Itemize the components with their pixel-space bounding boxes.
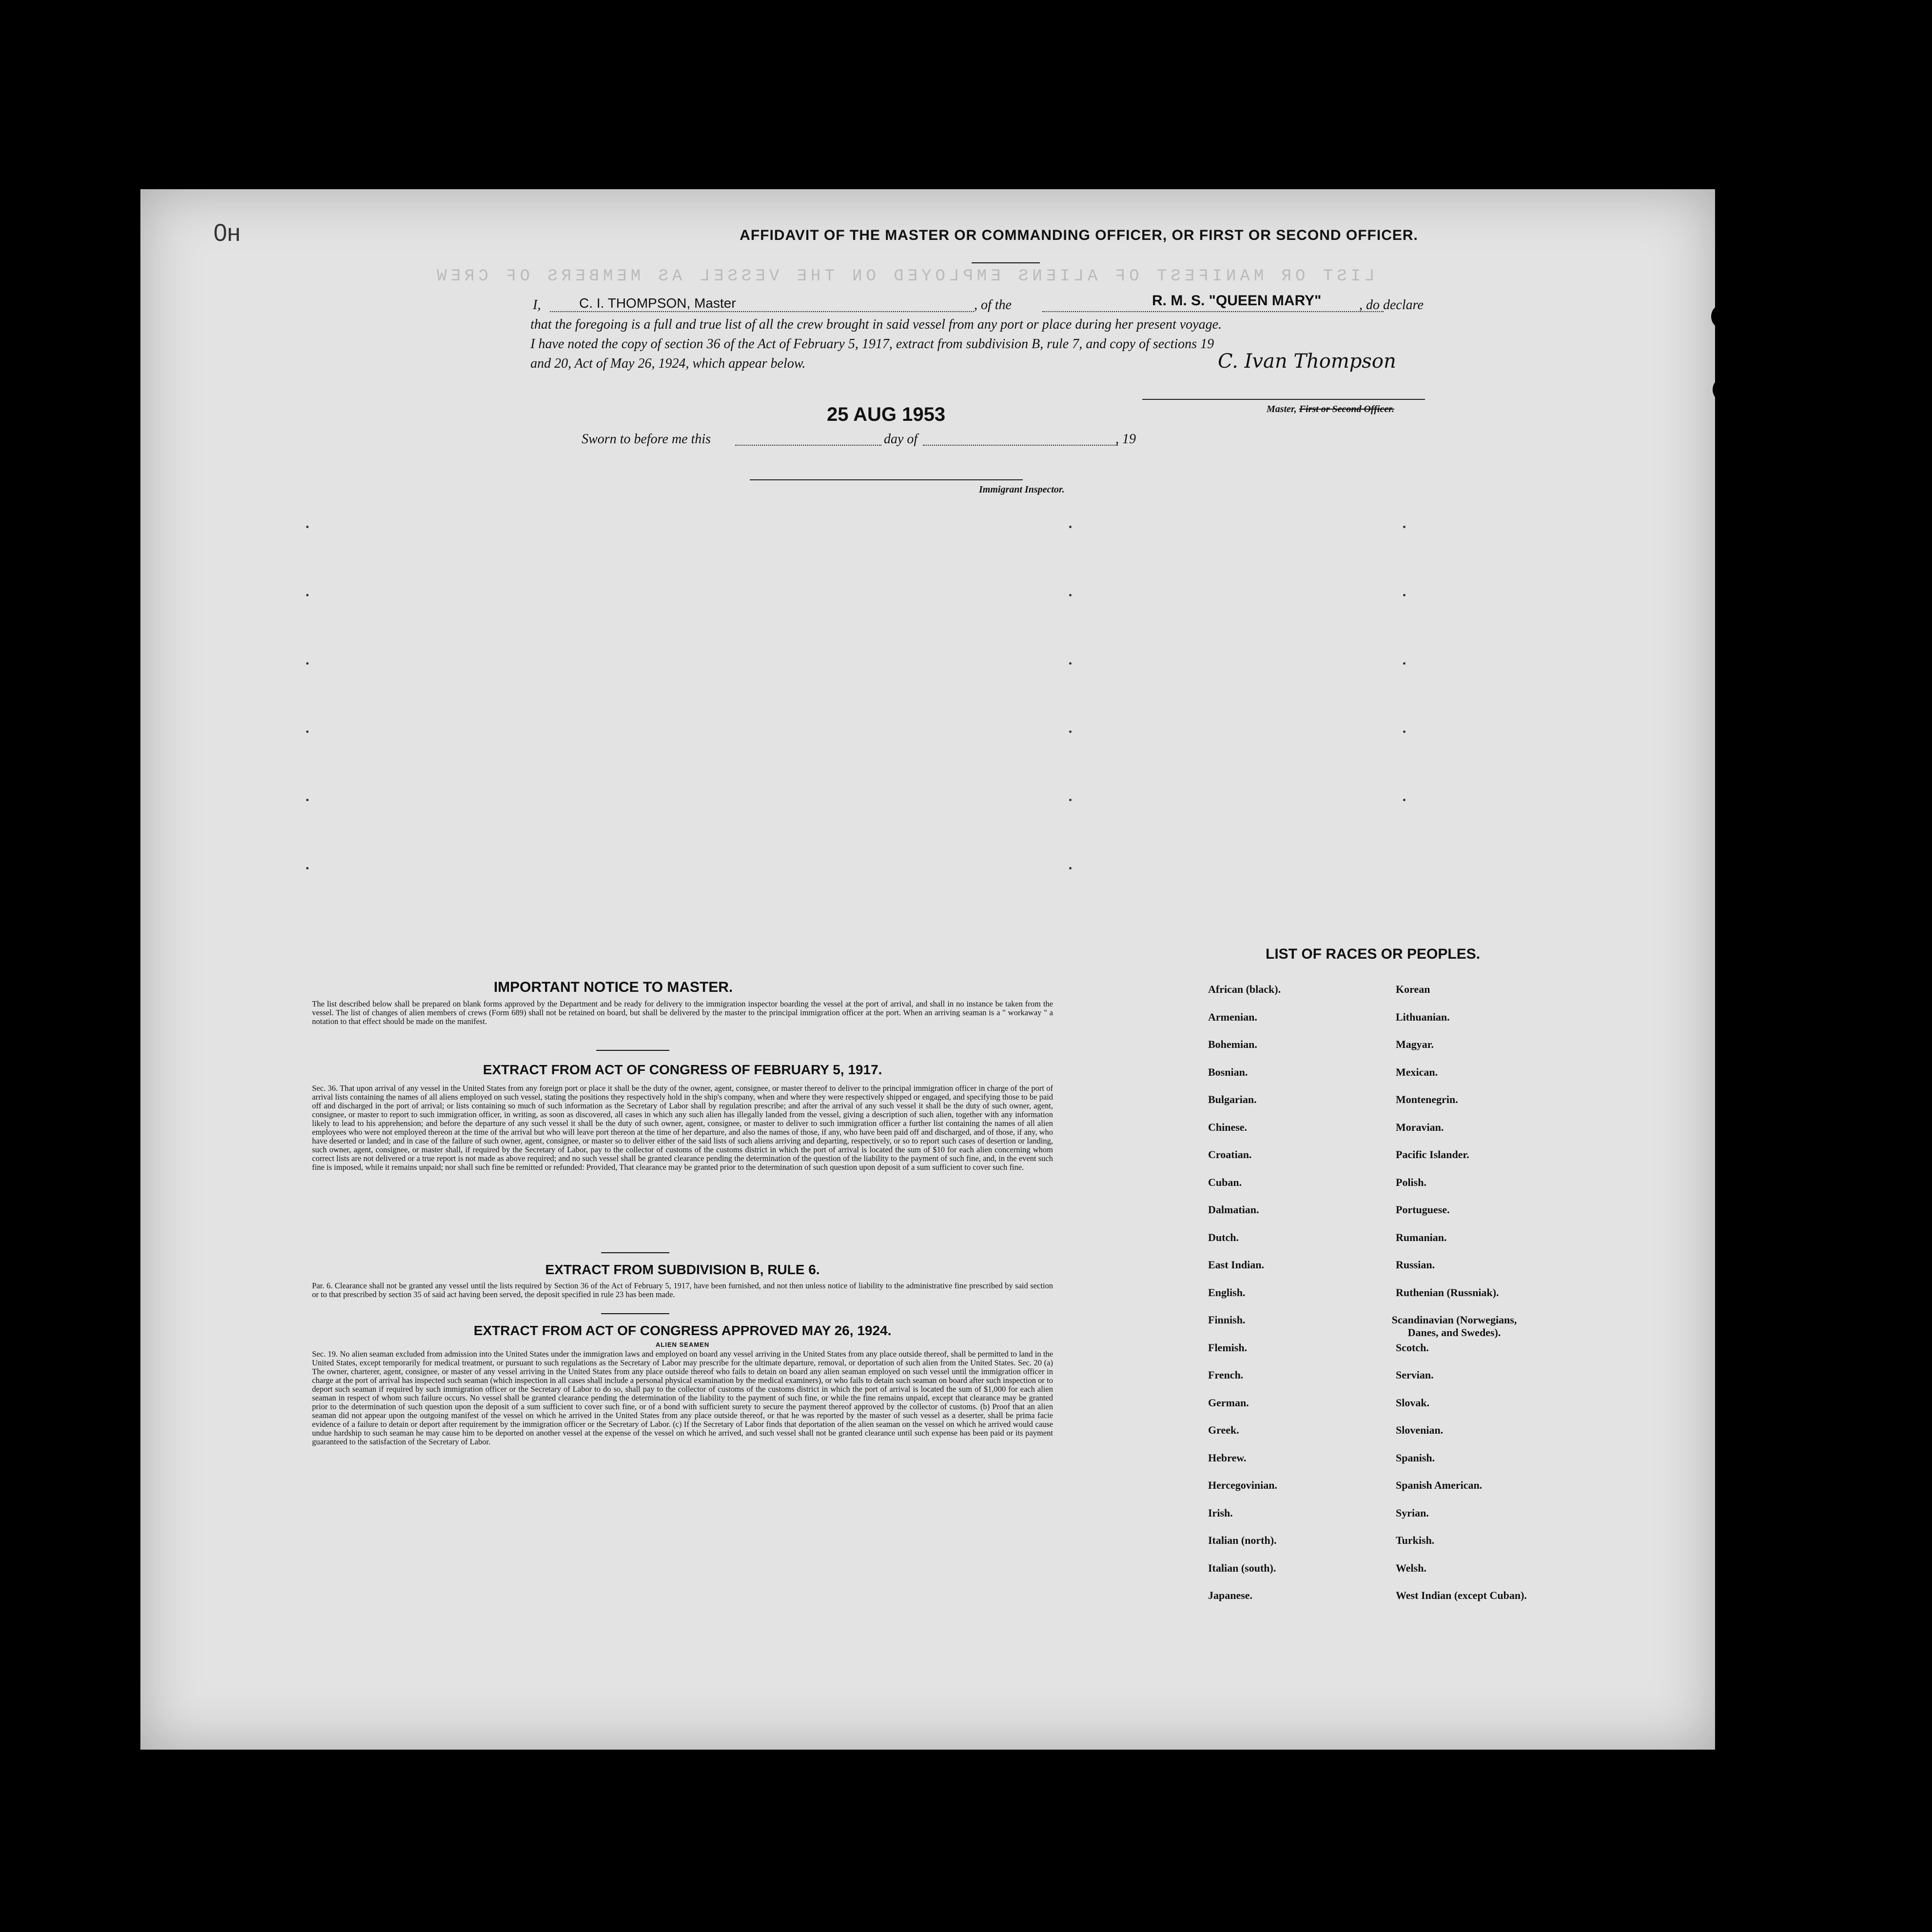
race-item: Magyar. [1396,1038,1434,1050]
i-label: I, [533,297,541,313]
race-item: Lithuanian. [1396,1010,1450,1023]
declaration-line-3: I have noted the copy of section 36 of the Act of February 5, 1917, extract from subdivision B, rule 7, and copy of sections 19 [530,336,1214,352]
race-item: Mexican. [1396,1065,1438,1078]
extract-1917-title: EXTRACT FROM ACT OF CONGRESS OF FEBRUARY 5, 1917. [483,1062,882,1077]
race-item: Pacific Islander. [1396,1148,1469,1161]
dot [1403,526,1405,528]
race-item: Greek. [1208,1424,1239,1436]
extract-1924-title: EXTRACT FROM ACT OF CONGRESS APPROVED MAY 26, 1924. [473,1323,892,1338]
punch-hole [1711,304,1737,329]
race-item: Scandinavian (Norwegians, Danes, and Swedes). [1391,1314,1517,1339]
race-item: African (black). [1208,983,1281,995]
punch-hole [1713,377,1738,402]
dot [1069,730,1072,733]
notice-title: IMPORTANT NOTICE TO MASTER. [493,979,733,995]
race-item: Korean [1396,983,1430,995]
race-item: Slovak. [1396,1396,1430,1409]
dot [1069,662,1072,665]
punch-hole [1716,1116,1741,1141]
declaration-line-2: that the foregoing is a full and true list of all the crew brought in said vessel from any port or place during her present voyage. [530,317,1222,332]
race-item: Dutch. [1208,1231,1239,1243]
master-name-field: C. I. THOMPSON, Master [579,296,736,311]
dot [1069,526,1072,528]
race-item: Cuban. [1208,1176,1242,1188]
affidavit-title: AFFIDAVIT OF THE MASTER OR COMMANDING OFFICER, OR FIRST OR SECOND OFFICER. [740,227,1418,243]
race-item: Spanish. [1396,1451,1435,1464]
race-item: Ruthenian (Russniak). [1396,1286,1499,1299]
sworn-day-of: day of [884,432,918,447]
race-item: Bohemian. [1208,1038,1257,1050]
subdivision-b-rule [601,1313,669,1314]
race-item: Montenegrin. [1396,1093,1458,1105]
race-item: West Indian (except Cuban). [1396,1589,1527,1601]
race-item: Russian. [1396,1259,1435,1271]
race-item: Servian. [1396,1369,1434,1381]
subdivision-b-text: Par. 6. Clearance shall not be granted any vessel until the lists required by Section 36 of the Act of February 5, 1917, have been furnished, and not then unless notice of liability to the administrative fine prescribed by said section or to that prescribed by section 35 of said act having been served, the deposit specified in rule 23 has been made. [312,1281,1053,1299]
dot [306,662,309,665]
notice-rule [596,1050,669,1051]
signer-title-struck: First or Second Officer. [1299,404,1394,414]
race-item: Japanese. [1208,1589,1253,1601]
races-title: LIST OF RACES OR PEOPLES. [1266,946,1481,962]
declaration-line-4: and 20, Act of May 26, 1924, which appear below. [530,356,806,371]
race-item: Hebrew. [1208,1451,1247,1464]
subdivision-b-title: EXTRACT FROM SUBDIVISION B, RULE 6. [545,1262,820,1277]
race-item: Dalmatian. [1208,1203,1259,1216]
dot [306,730,309,733]
race-item: Italian (north). [1208,1534,1277,1546]
dot [1403,799,1405,801]
race-item: Turkish. [1396,1534,1435,1546]
race-item: Chinese. [1208,1121,1248,1133]
document-sheet [140,189,1715,1750]
race-item: Irish. [1208,1506,1233,1519]
vessel-line [1042,311,1384,312]
dot [1069,867,1072,869]
extract-1917-text: Sec. 36. That upon arrival of any vessel in the United States from any foreign port or place it shall be the duty of the owner, agent, consignee, or master thereof to deliver to the principal immigration officer in charge of the port of arrival lists containing the names of all aliens employed on such vessel, stating the positions they respectively hold in the ship's company, when and where they were respectively shipped or engaged, and specifying those to be paid off and discharged in the port of arrival; or lists containing so much of such information as the Secretary of Labor shall by regulation prescribe; and after the arrival of any such vessel it shall be the duty of such owner, agent, consignee, or master to report to such immigration officer, in writing, as soon as discovered, all cases in which any such alien has illegally landed from the vessel, giving a description of such alien, together with any information likely to lead to his apprehension; and before the departure of any such vessel it shall be the duty of such owner, agent, consignee, or master to deliver to such immigration officer a further list containing the names of all alien employees who were not employed thereon at the time of the arrival but who will leave port thereon at the time of her departure, and also the names of those, if any, who have been paid off and discharged, and of those, if any, who have deserted or landed; and in case of the failure of such owner, agent, consignee, or master so to deliver either of the said lists of such aliens arriving and departing, respectively, or so to report such cases of desertion or landing, such owner, agent, consignee, or master shall, if required by the Secretary of Labor, pay to the collector of customs of the customs district in which the port of arrival is located the sum of $10 for each alien concerning whom correct lists are not delivered or a true report is not made as above required; and no such vessel shall be granted clearance pending the determination of the question of the liability to the payment of such fine, and, in the event such fine is imposed, while it remains unpaid; nor shall such fine be remitted or refunded: Provided, That clearance may be granted prior to the determination of such question upon deposit of a sum sufficient to cover such fine. [312,1084,1053,1172]
sworn-day-line [735,445,881,446]
race-item: Moravian. [1396,1121,1444,1133]
race-item: Slovenian. [1396,1424,1444,1436]
extract-1917-rule [601,1252,669,1253]
dot [1069,799,1072,801]
notice-text: The list described below shall be prepared on blank forms approved by the Department and be ready for delivery to the immigration inspector boarding the vessel at the port of arrival, and shall in no instance be taken from the vessel. The list of changes of alien members of crews (Form 689) shall not be retained on board, but shall be delivered by the master to the principal immigration officer at the port. When an arriving seaman is a " workaway " a notation to that effect should be made on the manifest. [312,999,1053,1026]
dot [1403,662,1405,665]
dot [1069,594,1072,596]
sworn-month-line [923,445,1118,446]
bleed-through-text: LIST OR MANIFEST OF ALIENS EMPLOYED ON THE VESSEL AS MEMBERS OF CREW [433,267,1375,286]
race-item: Scotch. [1396,1341,1429,1354]
race-item: Finnish. [1208,1314,1246,1326]
signer-title-prefix: Master, [1267,404,1297,414]
punch-hole [1716,1189,1741,1214]
extract-1924-subtitle: ALIEN SEAMEN [655,1341,710,1348]
punch-hole [1716,687,1741,712]
punch-hole [1715,613,1740,639]
name-line [550,311,974,312]
dot [1403,594,1405,596]
dot [306,594,309,596]
race-item: Syrian. [1396,1506,1429,1519]
dot [306,867,309,869]
race-item: Bosnian. [1208,1065,1248,1078]
race-item: Flemish. [1208,1341,1248,1354]
race-item: Bulgarian. [1208,1093,1257,1105]
of-the-label: , of the [974,297,1012,313]
race-item: English. [1208,1286,1246,1299]
dot [306,799,309,801]
title-rule [972,262,1040,263]
race-item: East Indian. [1208,1259,1264,1271]
race-item: Italian (south). [1208,1561,1276,1574]
inspector-signature-line [750,479,1023,480]
race-item: Rumanian. [1396,1231,1447,1243]
race-item: Hercegovinian. [1208,1479,1277,1491]
extract-1924-text: Sec. 19. No alien seaman excluded from admission into the United States under the immigration laws and employed on board any vessel arriving in the United States from any place outside thereof, shall be permitted to land in the United States, except temporarily for medical treatment, or pursuant to such regulations as the Secretary of Labor may prescribe for the ultimate departure, removal, or deportation of such alien from the United States. Sec. 20 (a) The owner, charterer, agent, consignee, or master of any vessel arriving in the United States from any place outside thereof who fails to detain on board any alien seaman employed on such vessel until the immigration officer in charge at the port of arrival has inspected such seaman (which inspection in all cases shall include a personal physical examination by the medical examiners), or who fails to detain such seaman on board after such inspection or to deport such seaman if required by such immigration officer or the Secretary of Labor to do so, shall pay to the collector of customs of the customs district in which the port of arrival is located the sum of $1,000 for each alien seaman in respect of whom such failure occurs. No vessel shall be granted clearance pending the determination of the liability to the payment of such fine, or while the fine remains unpaid, except that clearance may be granted prior to the determination of such question upon the deposit of a sum sufficient to cover such fine, or of a bond with sufficient surety to secure the payment thereof approved by the collector of customs. (b) Proof that an alien seaman did not appear upon the outgoing manifest of the vessel on which he arrived in the United States from any place outside thereof, or that he was reported by the master of such vessel as a deserter, shall be prima facie evidence of a failure to detain or deport after requirement by the immigration officer or the Secretary of Labor. (c) If the Secretary of Labor finds that deportation of the alien seaman on the vessel on which he arrived would cause undue hardship to such seaman he may cause him to be deported on another vessel at the expense of the vessel on which he arrived, and such vessel shall not be granted clearance until such expense has been paid or its payment guaranteed to the satisfaction of the Secretary of Labor. [312,1349,1053,1446]
race-item: French. [1208,1369,1244,1381]
signer-title [1267,404,1394,415]
race-item: German. [1208,1396,1249,1409]
inspector-label: Immigrant Inspector. [979,484,1065,495]
do-declare-label: , do declare [1359,297,1424,313]
margin-note: 0н [214,219,241,246]
vessel-name-field: R. M. S. "QUEEN MARY" [1152,293,1322,309]
race-item: Croatian. [1208,1148,1252,1161]
race-item: Welsh. [1396,1561,1426,1574]
race-item: Spanish American. [1396,1479,1483,1491]
sworn-prefix: Sworn to before me this [582,432,711,447]
date-stamp: 25 AUG 1953 [827,404,946,425]
dot [306,526,309,528]
master-signature: C. Ivan Thompson [1218,350,1396,373]
race-item: Portuguese. [1396,1203,1450,1216]
race-item: Polish. [1396,1176,1426,1188]
dot [1403,730,1405,733]
sworn-year: , 19 [1115,432,1136,447]
signature-line [1142,399,1425,400]
race-item: Armenian. [1208,1010,1257,1023]
